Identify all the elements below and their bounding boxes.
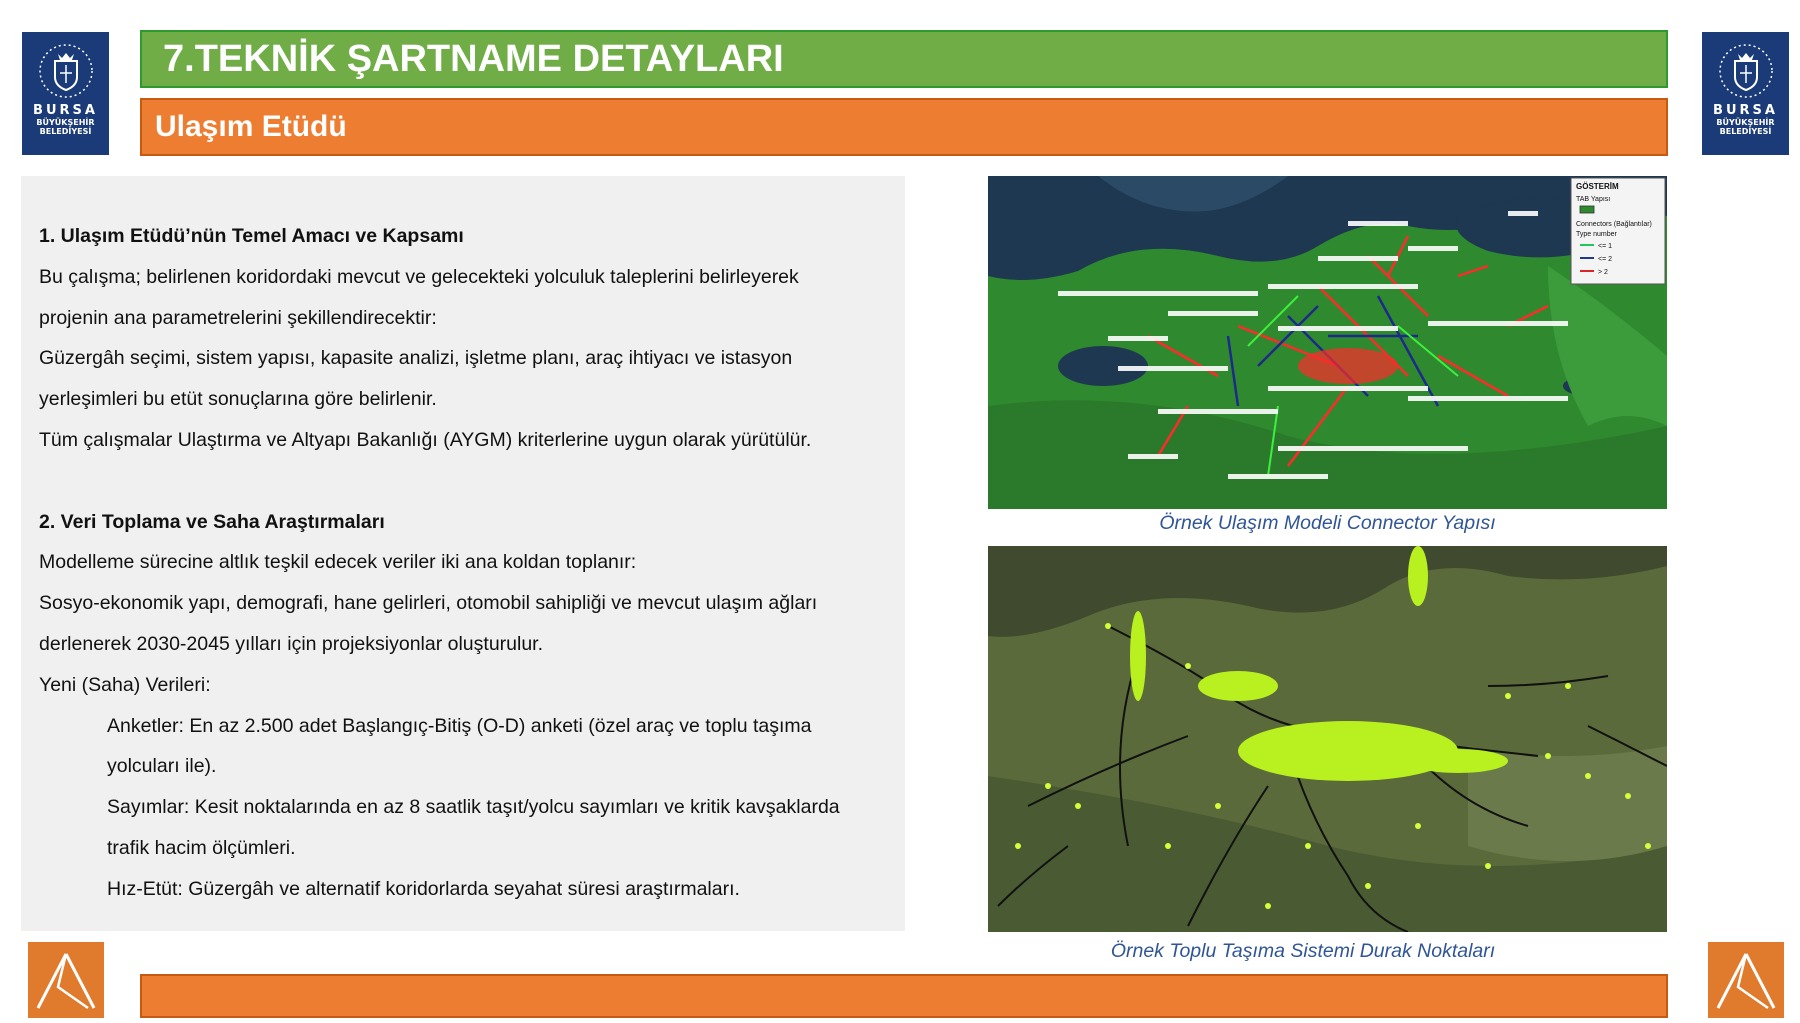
legend-item-label: > 2 — [1598, 269, 1608, 276]
body-line: yerleşimleri bu etüt sonuçlarına göre belirlenir. — [39, 388, 437, 411]
body-line: Bu çalışma; belirlenen koridordaki mevcut ve gelecekteki yolculuk taleplerini belirleyerek — [39, 265, 799, 288]
indented-line: yolcuları ile). — [107, 755, 217, 778]
indented-line: Hız-Etüt: Güzergâh ve alternatif koridorlarda seyahat süresi araştırmaları. — [107, 877, 740, 900]
bursa-logo-right — [1702, 32, 1789, 155]
body-line: Tüm çalışmalar Ulaştırma ve Altyapı Bakanlığı (AYGM) kriterlerine uygun olarak yürütülür. — [39, 428, 812, 451]
logo-line3: BELEDİYESİ — [39, 127, 92, 136]
section1-heading: 1. Ulaşım Etüdü’nün Temel Amacı ve Kapsamı — [39, 225, 464, 247]
bursa-logo-left — [22, 32, 109, 155]
logo-line2: BÜYÜKŞEHİR — [36, 118, 95, 127]
footer-logo-left — [28, 942, 104, 1018]
triangle-logo-icon — [28, 942, 104, 1018]
connector-map-image — [988, 176, 1667, 509]
body-line: Yeni (Saha) Verileri: — [39, 673, 211, 696]
section2-heading: 2. Veri Toplama ve Saha Araştırmaları — [39, 510, 385, 533]
legend-connectors-label: Connectors (Bağlantılar) — [1576, 221, 1652, 228]
body-line: Sosyo-ekonomik yapı, demografi, hane gelirleri, otomobil sahipliği ve mevcut ulaşım ağları — [39, 592, 818, 615]
indented-line: trafik hacim ölçümleri. — [107, 836, 296, 859]
crest-icon — [36, 41, 96, 101]
legend-tab-label: TAB Yapısı — [1576, 196, 1611, 203]
footer-logo-right — [1708, 942, 1784, 1018]
legend-item-label: <= 2 — [1598, 256, 1613, 263]
logo-line2: BÜYÜKŞEHİR — [1716, 118, 1775, 127]
body-line: Modelleme sürecine altlık teşkil edecek veriler iki ana koldan toplanır: — [39, 551, 637, 574]
logo-city: BURSA — [1713, 103, 1778, 118]
logo-city: BURSA — [33, 103, 98, 118]
logo-line3: BELEDİYESİ — [1719, 127, 1772, 136]
legend-title: GÖSTERİM — [1576, 182, 1619, 191]
slide-title: 7.TEKNİK ŞARTNAME DETAYLARI — [140, 30, 1668, 88]
text-panel — [21, 176, 905, 931]
triangle-logo-icon — [1708, 942, 1784, 1018]
crest-icon — [1716, 41, 1776, 101]
map2-caption: Örnek Toplu Taşıma Sistemi Durak Noktaları — [1110, 940, 1496, 962]
body-line: projenin ana parametrelerini şekillendirecektir: — [39, 306, 437, 329]
slide-subtitle: Ulaşım Etüdü — [140, 98, 1668, 156]
legend-item-label: <= 1 — [1598, 243, 1613, 250]
transit-stops-map — [988, 546, 1667, 932]
body-text — [39, 216, 889, 910]
indented-line: Anketler: En az 2.500 adet Başlangıç-Bitiş (O-D) anketi (özel araç ve toplu taşıma — [107, 714, 812, 737]
indented-line: Sayımlar: Kesit noktalarında en az 8 saatlik taşıt/yolcu sayımları ve kritik kavşaklarda — [107, 796, 840, 819]
spacer — [39, 461, 889, 502]
transit-map-image — [988, 546, 1667, 932]
legend-type-label: Type number — [1576, 231, 1617, 238]
footer-bar — [140, 974, 1668, 1018]
connector-model-map — [988, 176, 1667, 509]
map1-caption: Örnek Ulaşım Modeli Connector Yapısı — [1159, 512, 1496, 534]
body-line: derlenerek 2030-2045 yılları için projeksiyonlar oluşturulur. — [39, 632, 544, 655]
body-line: Güzergâh seçimi, sistem yapısı, kapasite analizi, işletme planı, araç ihtiyacı ve istasyon — [39, 347, 793, 370]
